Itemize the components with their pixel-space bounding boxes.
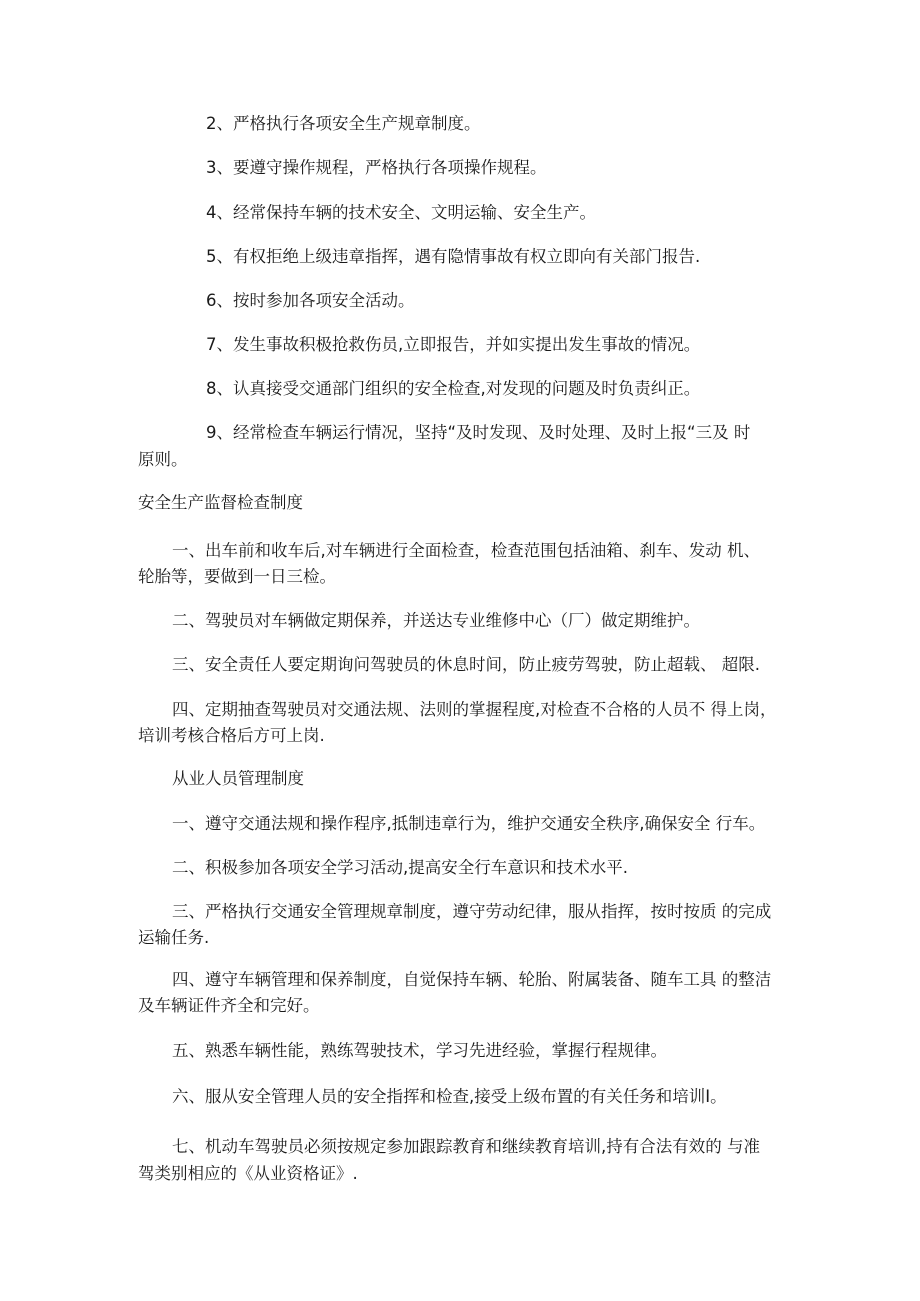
list-item-4: 4、经常保持车辆的技术安全、文明运输、安全生产。 [206,203,596,222]
paragraph-3-line2: 运输任务. [138,928,210,947]
list-item-6: 6、按时参加各项安全活动。 [206,291,415,310]
list-item-3: 3、要遵守操作规程，严格执行各项操作规程。 [206,158,547,177]
paragraph-2: 二、驾驶员对车辆做定期保养，并送达专业维修中心（厂）做定期维护。 [172,611,700,630]
list-item-2: 2、严格执行各项安全生产规章制度。 [206,114,481,133]
paragraph-1-line2: 轮胎等，要做到一日三检。 [138,567,336,586]
paragraph-5: 五、熟悉车辆性能，熟练驾驶技术，学习先进经验，掌握行程规律。 [172,1041,667,1060]
paragraph-4-line2: 及车辆证件齐全和完好。 [138,996,320,1015]
section-title: 安全生产监督检查制度 [138,493,303,512]
list-item-9-line1: 9、经常检查车辆运行情况，坚持“及时发现、及时处理、及时上报“三及 时 [206,423,751,442]
paragraph-7-line2: 驾类别相应的《从业资格证》. [138,1164,358,1183]
paragraph-4-line1: 四、定期抽查驾驶员对交通法规、法则的掌握程度,对检查不合格的人员不 得上岗， [172,700,777,719]
list-item-5: 5、有权拒绝上级违章指挥，遇有隐情事故有权立即向有关部门报告. [206,247,701,266]
paragraph-1-line1: 一、出车前和收车后,对车辆进行全面检查，检查范围包括油箱、刹车、发动 机、 [172,541,760,560]
paragraph-6: 六、服从安全管理人员的安全指挥和检查,接受上级布置的有关任务和培训I。 [172,1087,727,1106]
list-item-7: 7、发生事故积极抢救伤员,立即报告，并如实提出发生事故的情况。 [206,335,701,354]
paragraph-4-line2: 培训考核合格后方可上岗. [138,726,325,745]
paragraph-3: 三、安全责任人要定期询问驾驶员的休息时间，防止疲劳驾驶，防止超载、 超限. [172,655,760,674]
paragraph-4-line1: 四、遵守车辆管理和保养制度，自觉保持车辆、轮胎、附属装备、随车工具 的整洁 [172,970,772,989]
paragraph-7-line1: 七、机动车驾驶员必须按规定参加跟踪教育和继续教育培训,持有合法有效的 与准 [172,1137,760,1156]
paragraph-2: 二、积极参加各项安全学习活动,提高安全行车意识和技术水平. [172,858,628,877]
paragraph-3-line1: 三、严格执行交通安全管理规章制度，遵守劳动纪律，服从指挥，按时按质 的完成 [172,902,772,921]
list-item-8: 8、认真接受交通部门组织的安全检查,对发现的问题及时负责纠正。 [206,379,701,398]
section-title: 从业人员管理制度 [172,769,304,788]
list-item-9-line2: 原则。 [138,450,188,469]
paragraph-1: 一、遵守交通法规和操作程序,抵制违章行为，维护交通安全秩序,确保安全 行车。 [172,814,766,833]
